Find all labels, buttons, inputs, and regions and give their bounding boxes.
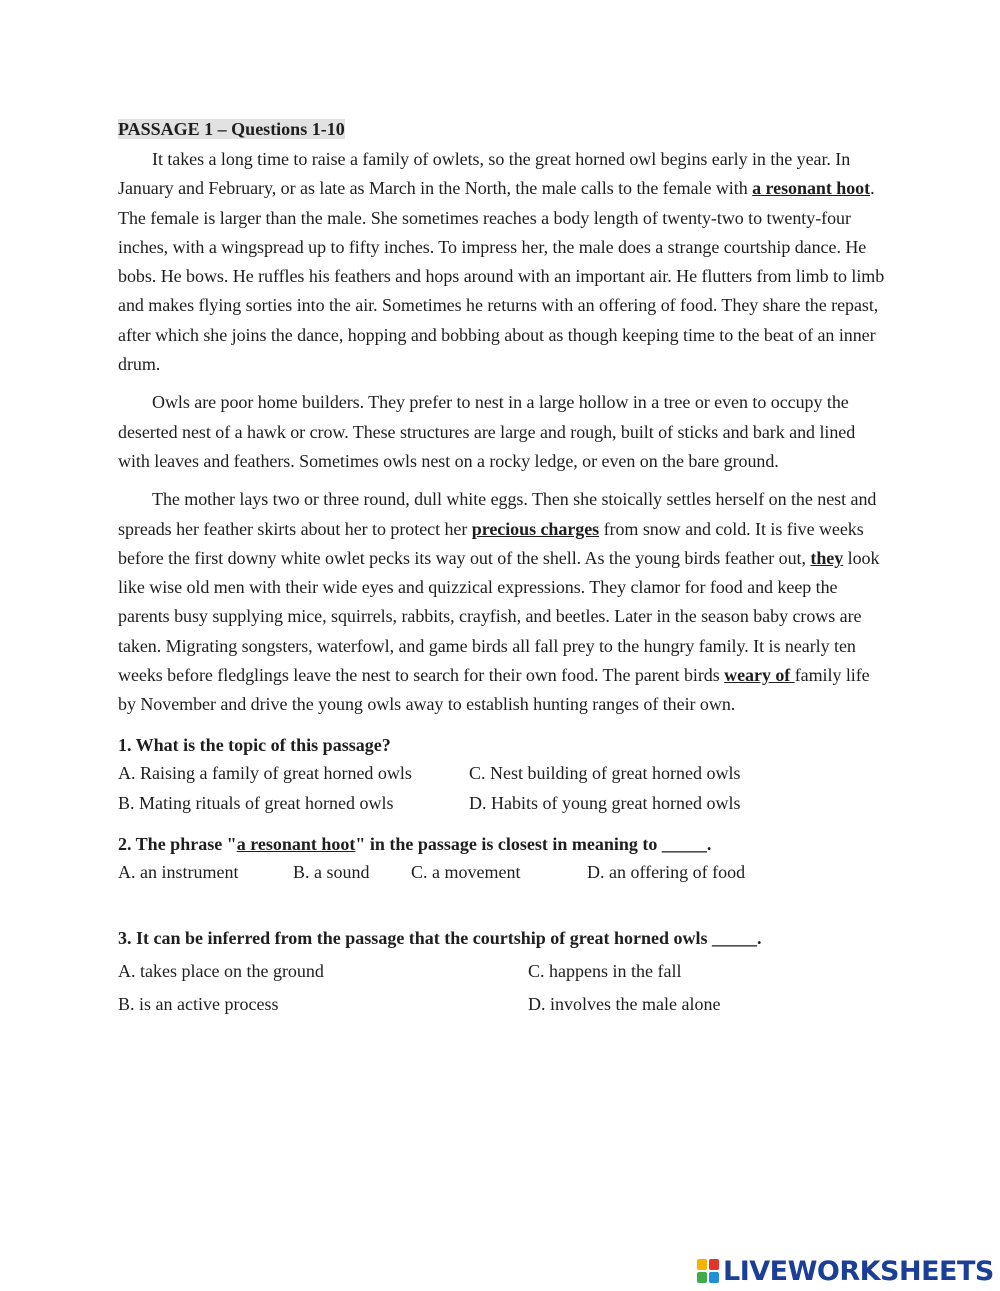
- q3-option-b[interactable]: B. is an active process: [118, 993, 279, 1014]
- q2-text-b: " in the passage is closest in meaning to _____.: [355, 833, 712, 854]
- underlined-phrase-precious-charges: precious charges: [471, 518, 600, 539]
- q2-underlined-phrase: a resonant hoot: [236, 833, 356, 854]
- p3-text-c: look like wise old men with their wide eyes and quizzical expressions. They clamor for food and keep the parents busy supplying mice, squirrels, rabbits, crayfish, and beetles. Later in the season baby crows are taken. Migrating songsters, waterfowl, and game birds all fall prey to the hungry family. It is nearly ten weeks before fledglings leave the nest to search for their own food. The parent birds: [118, 547, 880, 686]
- logo-square-1: [697, 1259, 707, 1270]
- q1-option-c[interactable]: C. Nest building of great horned owls: [469, 762, 741, 783]
- liveworksheets-logo: [697, 1256, 994, 1286]
- q2-option-a[interactable]: A. an instrument: [118, 861, 239, 882]
- q2-option-b[interactable]: B. a sound: [293, 861, 370, 882]
- q2-text-a: 2. The phrase ": [118, 833, 237, 854]
- q2-option-c[interactable]: C. a movement: [411, 861, 521, 882]
- p1-text-a: It takes a long time to raise a family of owlets, so the great horned owl begins early in the year. In January and February, or as late as March in the North, the male calls to the female with: [118, 149, 851, 199]
- passage-paragraph-2: Owls are poor home builders. They prefer to nest in a large hollow in a tree or even to occupy the deserted nest of a hawk or crow. These structures are large and rough, built of sticks and bark and lined with leaves and feathers. Sometimes owls nest on a rocky ledge, or even on the bare ground.: [118, 392, 856, 471]
- passage-title: [118, 117, 888, 141]
- logo-square-2: [709, 1259, 719, 1270]
- logo-square-4: [709, 1272, 719, 1283]
- q3-option-d[interactable]: D. involves the male alone: [528, 993, 721, 1014]
- question-1-text: 1. What is the topic of this passage?: [118, 734, 391, 755]
- p1-text-b: . The female is larger than the male. She sometimes reaches a body length of twenty-two to twenty-four inches, with a wingspread up to fifty inches. To impress her, the male does a strange courtship dance. He bobs. He bows. He ruffles his feathers and hops around with an important air. He flutters from limb to limb and makes flying sorties into the air. Sometimes he returns with an offering of food. They share the repast, after which she joins the dance, hopping and bobbing about as though keeping time to the beat of an inner drum.: [118, 178, 885, 375]
- p3-text-a: The mother lays two or three round, dull white eggs. Then she stoically settles herself on the nest and spreads her feather skirts about her to protect her: [118, 489, 877, 539]
- passage-paragraph-1: [118, 145, 888, 379]
- q1-option-b[interactable]: B. Mating rituals of great horned owls: [118, 792, 394, 813]
- p3-text-d: family life by November and drive the young owls away to establish hunting ranges of their own.: [118, 665, 870, 715]
- underlined-phrase-resonant-hoot: a resonant hoot: [752, 178, 871, 199]
- question-3-text: 3. It can be inferred from the passage that the courtship of great horned owls _____.: [118, 927, 762, 948]
- liveworksheets-logo-icon: [697, 1259, 719, 1283]
- liveworksheets-logo-text: LIVEWORKSHEETS: [723, 1255, 994, 1287]
- question-2: [118, 832, 888, 887]
- question-2-text: [118, 832, 888, 856]
- logo-square-3: [697, 1272, 707, 1283]
- passage-paragraph-3: [118, 485, 888, 719]
- p3-text-b: from snow and cold. It is five weeks before the first downy white owlet pecks its way out of the shell. As the young birds feather out,: [118, 518, 864, 568]
- q2-option-d[interactable]: D. an offering of food: [587, 861, 746, 882]
- underlined-word-they: they: [810, 547, 844, 568]
- q3-option-c[interactable]: C. happens in the fall: [528, 960, 682, 981]
- worksheet-page: [118, 117, 888, 1022]
- q1-option-a[interactable]: A. Raising a family of great horned owls: [118, 762, 412, 783]
- question-1: [118, 733, 888, 818]
- passage-title-text: PASSAGE 1 – Questions 1-10: [118, 119, 345, 139]
- q3-option-a[interactable]: A. takes place on the ground: [118, 960, 324, 981]
- question-3: [118, 926, 888, 1022]
- underlined-phrase-weary-of: weary of: [724, 665, 795, 686]
- q1-option-d[interactable]: D. Habits of young great horned owls: [469, 792, 741, 813]
